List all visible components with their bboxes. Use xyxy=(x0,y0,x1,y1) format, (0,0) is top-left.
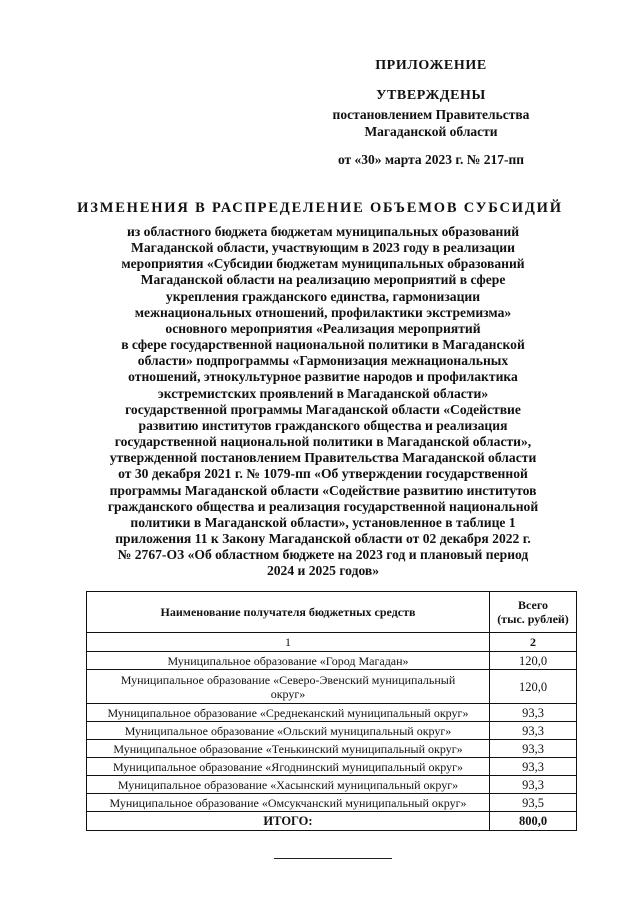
subtitle-line: отношений, этнокультурное развитие народов и профилактика xyxy=(128,369,518,385)
subtitle-line: № 2767-ОЗ «Об областном бюджете на 2023 год и плановый период xyxy=(117,547,529,563)
subtitle-line: укрепления гражданского единства, гармонизации xyxy=(165,288,481,304)
table-row xyxy=(87,722,577,740)
subtitle-line: государственной программы Магаданской области «Содействие xyxy=(125,401,521,417)
total-row xyxy=(87,812,577,831)
subtitle-line: приложения 11 к Закону Магаданской области от 02 декабря 2022 г. xyxy=(115,530,531,546)
subtitle-line: области» подпрограммы «Гармонизация межнациональных xyxy=(137,353,509,369)
subtitle-line: 2024 и 2025 годов» xyxy=(266,563,380,579)
total-column-header xyxy=(490,592,577,633)
approved-label: УТВЕРЖДЕНЫ xyxy=(376,88,486,103)
recipient-name: Муниципальное образование «Омсукчанский муниципальный округ» xyxy=(87,794,490,812)
appendix-label: ПРИЛОЖЕНИЕ xyxy=(375,58,487,73)
subsidy-allocation-table xyxy=(86,591,577,831)
subtitle-line: программы Магаданской области «Содействие развитию институтов xyxy=(109,482,537,498)
allocation-value: 120,0 xyxy=(490,670,577,704)
resolution-line-2: Магаданской области xyxy=(364,124,498,139)
recipient-name: Муниципальное образование «Среднеканский муниципальный округ» xyxy=(87,704,490,722)
recipient-name: Муниципальное образование «Ягоднинский муниципальный округ» xyxy=(87,758,490,776)
table-row xyxy=(87,740,577,758)
subtitle-line: основного мероприятия «Реализация мероприятий xyxy=(165,320,481,336)
recipient-name: Муниципальное образование «Тенькинский муниципальный округ» xyxy=(87,740,490,758)
resolution-date: от «30» марта 2023 г. № 217-пп xyxy=(337,152,525,167)
recipient-name: Муниципальное образование «Город Магадан» xyxy=(87,652,490,670)
subtitle-line: экстремистских проявлений в Магаданской области» xyxy=(157,385,489,401)
table-row xyxy=(87,794,577,812)
subtitle-line: гражданского общества и реализация государственной национальной xyxy=(107,498,539,514)
table-row xyxy=(87,776,577,794)
subtitle-line: государственной национальной политики в Магаданской области», xyxy=(114,434,532,450)
table-row xyxy=(87,670,577,704)
recipient-name xyxy=(87,670,490,704)
total-label: ИТОГО: xyxy=(87,812,490,831)
subtitle-line: от 30 декабря 2021 г. № 1079-пп «Об утверждении государственной xyxy=(118,466,528,482)
resolution-line-1: постановлением Правительства xyxy=(332,107,530,122)
total-header-line-1: Всего xyxy=(518,598,548,612)
allocation-value: 93,3 xyxy=(490,776,577,794)
subtitle-line: политики в Магаданской области», установленное в таблице 1 xyxy=(130,514,516,530)
table-row xyxy=(87,758,577,776)
recipient-column-header: Наименование получателя бюджетных средств xyxy=(87,592,490,633)
allocation-value: 93,5 xyxy=(490,794,577,812)
allocation-value: 93,3 xyxy=(490,722,577,740)
allocation-value: 93,3 xyxy=(490,758,577,776)
subtitle-line: межнациональных отношений, профилактики экстремизма» xyxy=(134,304,512,320)
table-row xyxy=(87,704,577,722)
column-number-1: 1 xyxy=(87,633,490,652)
total-value: 800,0 xyxy=(490,812,577,831)
recipient-name-line: округ» xyxy=(270,686,306,701)
subtitle-line: из областного бюджета бюджетам муниципальных образований xyxy=(126,224,520,239)
document-subtitle xyxy=(78,224,568,579)
recipient-name-line: Муниципальное образование «Северо-Эвенский муниципальный xyxy=(120,672,456,687)
approval-header xyxy=(300,58,562,168)
closing-divider xyxy=(274,858,392,859)
recipient-name: Муниципальное образование «Хасынский муниципальный округ» xyxy=(87,776,490,794)
allocation-value: 120,0 xyxy=(490,652,577,670)
recipient-name: Муниципальное образование «Ольский муниципальный округ» xyxy=(87,722,490,740)
allocation-value: 93,3 xyxy=(490,704,577,722)
subtitle-line: Магаданской области на реализацию мероприятий в сфере xyxy=(140,272,506,288)
total-header-line-2: (тыс. рублей) xyxy=(497,612,569,626)
column-number-2: 2 xyxy=(490,633,577,652)
subtitle-line: мероприятия «Субсидии бюджетам муниципальных образований xyxy=(121,256,525,272)
column-number-row xyxy=(87,633,577,652)
subtitle-line: Магаданской области, участвующим в 2023 году в реализации xyxy=(131,240,515,256)
subtitle-line: развитию институтов гражданского общества и реализация xyxy=(138,417,508,433)
subtitle-line: в сфере государственной национальной политики в Магаданской xyxy=(121,337,525,353)
subtitle-line: утвержденной постановлением Правительства Магаданской области xyxy=(109,450,537,466)
table-row xyxy=(87,652,577,670)
document-title: ИЗМЕНЕНИЯ В РАСПРЕДЕЛЕНИЕ ОБЪЕМОВ СУБСИДИЙ xyxy=(77,200,563,216)
allocation-value: 93,3 xyxy=(490,740,577,758)
table-header-row xyxy=(87,592,577,633)
